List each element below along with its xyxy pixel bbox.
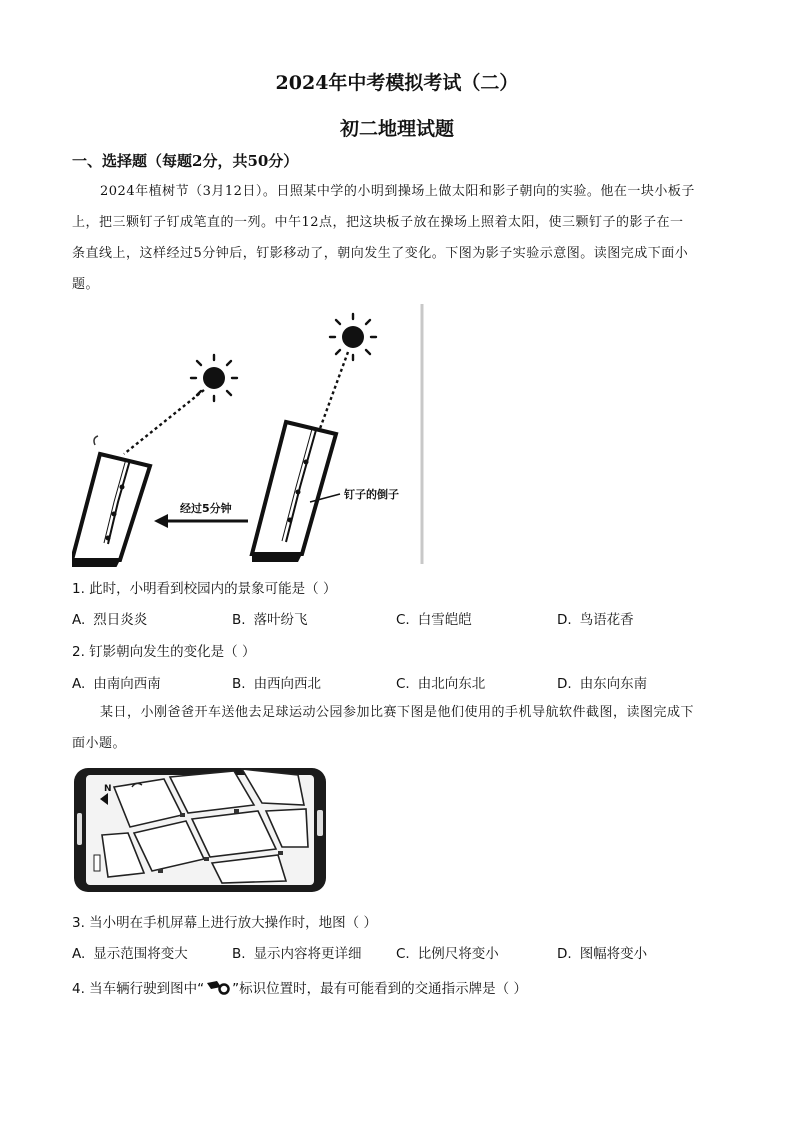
option-label: B. bbox=[232, 946, 246, 962]
option-text: 图幅将变小 bbox=[579, 946, 648, 962]
option-text: 比例尺将变小 bbox=[417, 946, 499, 962]
option-text: 白雪皑皑 bbox=[417, 612, 472, 628]
option-text: 由东向东南 bbox=[579, 676, 648, 692]
option-text: 烈日炎炎 bbox=[93, 612, 148, 628]
section-heading-choice: 一、选择题（每题2分，共50分） bbox=[72, 152, 299, 170]
intro2-line: 面小题。 bbox=[72, 736, 127, 751]
option-label: D. bbox=[557, 676, 572, 692]
shadow-experiment-figure bbox=[72, 302, 428, 567]
question-1-stem: 1. 此时，小明看到校园内的景象可能是（ ） bbox=[72, 581, 337, 597]
option-text: 由北向东北 bbox=[417, 676, 486, 692]
q3-option-c bbox=[396, 942, 499, 962]
option-text: 鸟语花香 bbox=[579, 612, 634, 628]
q2-option-c bbox=[396, 672, 485, 692]
intro1-line: 上，把三颗钉子钉成笔直的一列。中午12点，把这块板子放在操场上照着太阳，使三颗钉子的影子在一 bbox=[72, 215, 684, 230]
option-label: D. bbox=[557, 946, 572, 962]
option-label: C. bbox=[396, 946, 410, 962]
question-2-stem: 2. 钉影朝向发生的变化是（ ） bbox=[72, 644, 256, 660]
option-text: 显示内容将更详细 bbox=[253, 946, 362, 962]
option-label: D. bbox=[557, 612, 572, 628]
q2-option-b bbox=[232, 672, 321, 692]
north-label: N bbox=[104, 784, 112, 794]
phone-button bbox=[317, 810, 323, 836]
q1-option-a bbox=[72, 608, 147, 628]
intro1-line: 条直线上，这样经过5分钟后，钉影移动了，朝向发生了变化。下图为影子实验示意图。读图完成下面小 bbox=[72, 246, 689, 261]
intro1-line: 题。 bbox=[72, 277, 100, 292]
option-label: A. bbox=[72, 612, 86, 628]
option-label: A. bbox=[72, 676, 86, 692]
option-label: C. bbox=[396, 612, 410, 628]
q2-option-d bbox=[557, 672, 647, 692]
option-text: 落叶纷飞 bbox=[253, 612, 308, 628]
q4-stem-start: 4. 当车辆行驶到图中“ bbox=[72, 981, 205, 997]
q3-option-b bbox=[232, 942, 362, 962]
option-text: 显示范围将变大 bbox=[93, 946, 188, 962]
option-text: 由南向西南 bbox=[93, 676, 161, 692]
intro2-line: 某日，小刚爸爸开车送他去足球运动公园参加比赛下图是他们使用的手机导航软件截图，读图完成下 bbox=[100, 705, 695, 720]
exam-subtitle: 初二地理试题 bbox=[339, 118, 454, 140]
q2-option-a bbox=[72, 672, 161, 692]
car-marker-icon bbox=[205, 979, 231, 995]
phone-button bbox=[77, 813, 82, 845]
arrow-label: 经过5分钟 bbox=[180, 502, 232, 515]
q1-option-d bbox=[557, 608, 634, 628]
intro1-line: 2024年植树节（3月12日）。日照某中学的小明到操场上做太阳和影子朝向的实验。他在一块小板子 bbox=[100, 184, 695, 199]
intro-paragraph-2 bbox=[72, 697, 722, 759]
q4-stem-end: ”标识位置时，最有可能看到的交通指示牌是（ ） bbox=[232, 981, 527, 997]
shadow-label: 钉子的倒子 bbox=[344, 488, 399, 501]
q3-option-d bbox=[557, 942, 647, 962]
exam-title: 2024年中考模拟考试（二） bbox=[275, 72, 519, 94]
q3-option-a bbox=[72, 942, 188, 962]
option-label: B. bbox=[232, 612, 246, 628]
question-3-stem: 3. 当小明在手机屏幕上进行放大操作时，地图（ ） bbox=[72, 915, 377, 931]
question-4-stem bbox=[72, 977, 527, 997]
option-label: B. bbox=[232, 676, 246, 692]
q1-option-b bbox=[232, 608, 308, 628]
phone-map-figure bbox=[72, 765, 330, 895]
option-label: A. bbox=[72, 946, 86, 962]
q1-option-c bbox=[396, 608, 472, 628]
zoom-control-icon bbox=[94, 855, 100, 871]
intro-paragraph-1 bbox=[72, 176, 722, 300]
option-text: 由西向西北 bbox=[253, 676, 322, 692]
option-label: C. bbox=[396, 676, 410, 692]
